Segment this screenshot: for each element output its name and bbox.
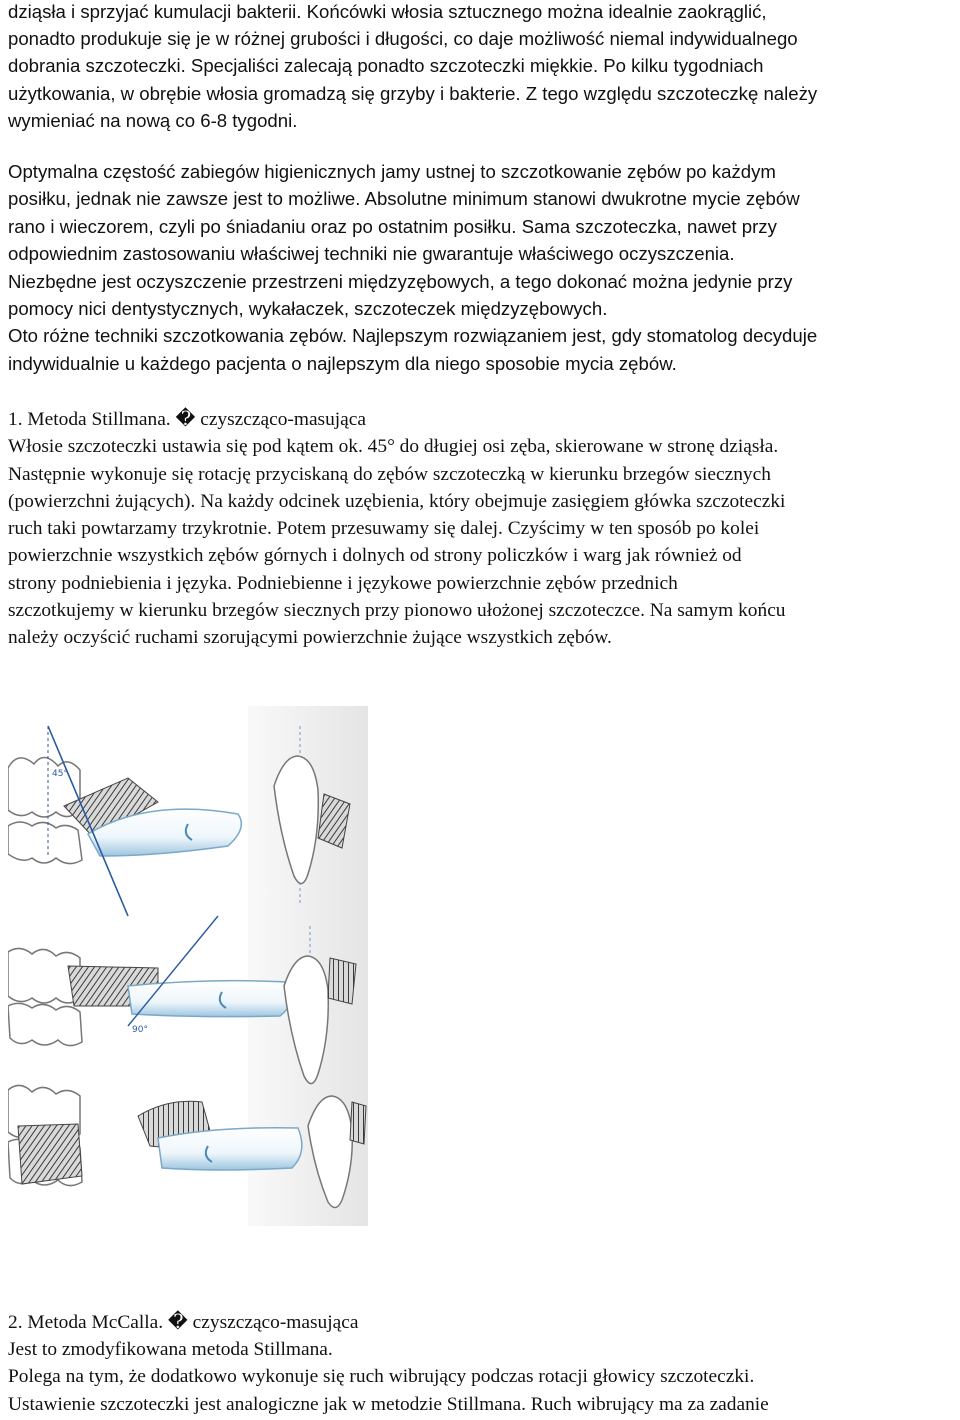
text-line: Polega na tym, że dodatkowo wykonuje się ruch wibrujący podczas rotacji głowicy szczoteczki. (8, 1366, 755, 1388)
text-line: Optymalna częstość zabiegów higienicznych jamy ustnej to szczotkowanie zębów po każdym (8, 161, 776, 182)
text-line: Ustawienie szczoteczki jest analogiczne jak w metodzie Stillmana. Ruch wibrujący ma za zadanie (8, 1393, 769, 1415)
text-line: Oto różne techniki szczotkowania zębów. Najlepszym rozwiązaniem jest, gdy stomatolog decyduje (8, 325, 818, 347)
text-line: rano i wieczorem, czyli po śniadaniu oraz po ostatnim posiłku. Sama szczoteczka, nawet przy (8, 215, 777, 237)
illustration-svg (8, 706, 368, 1226)
text-line: pomocy nici dentystycznych, wykałaczek, szczoteczek międzyzębowych. (8, 298, 608, 320)
text-line: (powierzchni żujących). Na każdy odcinek uzębienia, który obejmuje zasięgiem główka szczoteczki (8, 490, 786, 512)
text-line: ponadto produkuje się je w różnej grubości i długości, co daje możliwość niemal indywidualnego (8, 28, 798, 50)
text-line: odpowiednim zastosowaniu właściwej techniki nie gwarantuje właściwego oczyszczenia. (8, 243, 735, 265)
angle-label: 45° (52, 769, 68, 779)
text-line: użytkowania, w obrębie włosia gromadzą się grzyby i bakterie. Z tego względu szczoteczkę należy (8, 82, 818, 104)
intro-paragraph (8, 0, 817, 134)
text-line: indywidualnie u każdego pacjenta o najlepszym dla niego sposobie mycia zębów. (8, 352, 677, 374)
section-heading: 2. Metoda McCalla. � czyszcząco-masująca (8, 1312, 359, 1333)
text-line: dziąsła i sprzyjać kumulacji bakterii. Końcówki włosia sztucznego można idealnie zaokrąglić, (8, 1, 767, 22)
mccall-section (8, 1309, 958, 1418)
text-line: powierzchnie wszystkich zębów górnych i dolnych od strony policzków i warg jak również od (8, 545, 742, 567)
stillman-section (8, 406, 786, 652)
text-line: Następnie wykonuje się rotację przyciskaną do zębów szczoteczką w kierunku brzegów siecznych (8, 463, 771, 485)
text-line: Włosie szczoteczki ustawia się pod kątem ok. 45° do długiej osi zęba, skierowane w stronę dziąsła. (8, 436, 779, 458)
text-line: dobrania szczoteczki. Specjaliści zalecają ponadto szczoteczki miękkie. Po kilku tygodniach (8, 55, 764, 77)
text-line: Niezbędne jest oczyszczenie przestrzeni międzyzębowych, a tego dokonać można jedynie przy (8, 270, 793, 292)
text-line: wymieniać na nową co 6-8 tygodni. (8, 109, 298, 131)
text-line: posiłku, jednak nie zawsze jest to możliwe. Absolutne minimum stanowi dwukrotne mycie zębów (8, 188, 800, 210)
mccall-text (8, 1309, 958, 1418)
section-heading: 1. Metoda Stillmana. � czyszcząco-masująca (8, 409, 366, 430)
text-line: należy oczyścić ruchami szorującymi powierzchnie żujące wszystkich zębów. (8, 627, 612, 649)
text-line: strony podniebienia i języka. Podniebienne i językowe powierzchnie zębów przednich (8, 572, 678, 594)
text-line: ruch taki powtarzamy trzykrotnie. Potem przesuwamy się dalej. Czyścimy w ten sposób po kolei (8, 518, 760, 540)
text-line: Jest to zmodyfikowana metoda Stillmana. (8, 1339, 333, 1361)
frequency-paragraph (8, 158, 817, 377)
text-line: szczotkujemy w kierunku brzegów siecznych przy pionowo ułożonej szczoteczce. Na samym końcu (8, 600, 786, 622)
brushing-technique-illustration (8, 706, 368, 1226)
angle-label: 90° (132, 1025, 148, 1035)
